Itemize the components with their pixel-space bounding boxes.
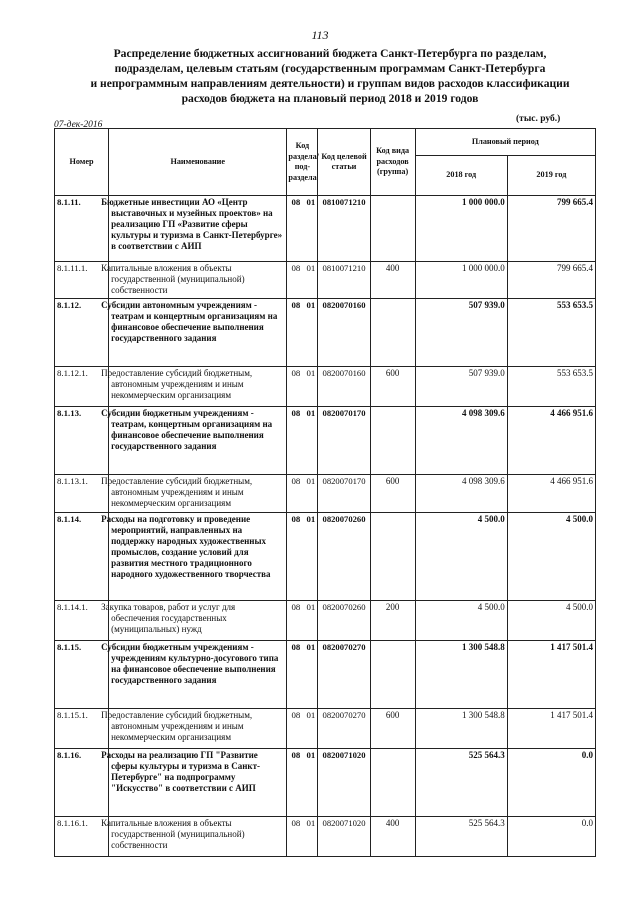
row-target-code: 0820070260 [318,513,370,601]
table-row [55,196,596,262]
row-group-code [370,749,415,817]
row-amount-2018: 525 564.3 [415,749,507,817]
title-line: подразделам, целевым статьям (государственным программам Санкт-Петербурга [114,62,546,75]
row-group-code [370,641,415,709]
row-target-code: 0820071020 [318,749,370,817]
row-amount-2019: 1 417 501.4 [507,709,595,749]
row-target-code: 0810071210 [318,262,370,299]
row-name: Предоставление субсидий бюджетным, автономным учреждениям и иным некоммерческим организациям [109,475,287,513]
row-amount-2019: 553 653.5 [507,367,595,407]
date-stamp: 07-дек-2016 [54,120,103,130]
units-label: (тыс. руб.) [516,114,561,124]
row-group-code [370,196,415,262]
row-amount-2018: 525 564.3 [415,817,507,857]
page-number: 113 [311,28,329,42]
row-section-code: 08 [291,368,301,378]
document-title [40,46,620,106]
row-amount-2018: 4 098 309.6 [415,407,507,475]
header-year-2019: 2019 год [507,156,595,196]
row-section [287,601,318,641]
row-target-code: 0820071020 [318,817,370,857]
row-subsection-code: 01 [306,263,316,273]
row-section-code: 08 [291,710,301,720]
row-number: 8.1.11.1. [55,262,109,299]
row-section-code: 08 [291,263,301,273]
row-number: 8.1.13. [55,407,109,475]
row-name: Бюджетные инвестиции АО «Центр выставочных и музейных проектов» на реализацию ГП «Развитие сферы культуры и туризма в Санкт-Петербурге» в соответствии с АИП [109,196,287,262]
row-name: Капитальные вложения в объекты государственной (муниципальной) собственности [109,262,287,299]
row-target-code: 0820070160 [318,367,370,407]
table-row [55,601,596,641]
row-group-code [370,513,415,601]
row-section-code: 08 [291,514,301,524]
row-section [287,262,318,299]
row-amount-2019: 4 466 951.6 [507,475,595,513]
budget-table [54,128,596,857]
row-number: 8.1.16.1. [55,817,109,857]
row-amount-2018: 4 500.0 [415,513,507,601]
row-subsection-code: 01 [306,197,316,207]
row-section [287,709,318,749]
row-section [287,407,318,475]
row-group-code: 400 [370,262,415,299]
row-number: 8.1.15.1. [55,709,109,749]
table-row [55,262,596,299]
row-section [287,367,318,407]
table-row [55,817,596,857]
row-amount-2019: 4 500.0 [507,513,595,601]
row-subsection-code: 01 [306,408,316,418]
header-planned: Плановый период [415,129,595,156]
row-name: Расходы на реализацию ГП "Развитие сферы культуры и туризма в Санкт-Петербурге" на подпрограмму "Искусство" в соответствии с АИП [109,749,287,817]
row-section [287,475,318,513]
row-amount-2018: 4 098 309.6 [415,475,507,513]
row-name: Предоставление субсидий бюджетным, автономным учреждениям и иным некоммерческим организациям [109,709,287,749]
row-group-code: 600 [370,367,415,407]
row-subsection-code: 01 [306,750,316,760]
row-group-code: 600 [370,475,415,513]
row-section-code: 08 [291,750,301,760]
table-row [55,709,596,749]
header-section: Код раздела/ под-раздела [287,129,318,196]
row-group-code: 200 [370,601,415,641]
row-amount-2018: 1 000 000.0 [415,262,507,299]
header-number: Номер [55,129,109,196]
row-target-code: 0820070160 [318,299,370,367]
row-subsection-code: 01 [306,368,316,378]
row-section [287,817,318,857]
row-section [287,196,318,262]
row-amount-2019: 799 665.4 [507,196,595,262]
row-section [287,513,318,601]
row-amount-2018: 1 300 548.8 [415,641,507,709]
row-amount-2018: 1 300 548.8 [415,709,507,749]
row-target-code: 0820070170 [318,407,370,475]
row-subsection-code: 01 [306,300,316,310]
row-target-code: 0820070270 [318,709,370,749]
row-number: 8.1.16. [55,749,109,817]
row-section-code: 08 [291,602,301,612]
row-section [287,299,318,367]
row-section-code: 08 [291,818,301,828]
row-number: 8.1.11. [55,196,109,262]
header-name: Наименование [109,129,287,196]
row-section-code: 08 [291,408,301,418]
table-row [55,407,596,475]
row-name: Субсидии бюджетным учреждениям - театрам, концертным организациям на финансовое обеспечение выполнения государственного задания [109,407,287,475]
row-subsection-code: 01 [306,476,316,486]
row-name: Предоставление субсидий бюджетным, автономным учреждениям и иным некоммерческим организациям [109,367,287,407]
row-amount-2019: 799 665.4 [507,262,595,299]
row-amount-2019: 0.0 [507,749,595,817]
table-row [55,367,596,407]
row-section-code: 08 [291,476,301,486]
table-row [55,513,596,601]
row-section-code: 08 [291,300,301,310]
row-amount-2019: 553 653.5 [507,299,595,367]
row-subsection-code: 01 [306,602,316,612]
row-number: 8.1.13.1. [55,475,109,513]
row-group-code [370,407,415,475]
row-number: 8.1.12. [55,299,109,367]
row-name: Субсидии бюджетным учреждениям - учреждениям культурно-досугового типа на финансовое обеспечение выполнения государственного задания [109,641,287,709]
row-number: 8.1.12.1. [55,367,109,407]
row-section [287,749,318,817]
row-section-code: 08 [291,642,301,652]
row-amount-2018: 507 939.0 [415,299,507,367]
row-group-code: 600 [370,709,415,749]
row-number: 8.1.14. [55,513,109,601]
row-section [287,641,318,709]
table-row [55,299,596,367]
header-year-2018: 2018 год [415,156,507,196]
row-number: 8.1.14.1. [55,601,109,641]
row-amount-2019: 1 417 501.4 [507,641,595,709]
table-row [55,475,596,513]
row-group-code [370,299,415,367]
row-target-code: 0820070170 [318,475,370,513]
row-amount-2018: 507 939.0 [415,367,507,407]
row-section-code: 08 [291,197,301,207]
row-target-code: 0820070260 [318,601,370,641]
row-subsection-code: 01 [306,818,316,828]
title-line: и непрограммным направлениям деятельности) и группам видов расходов классификации [90,77,570,90]
row-amount-2018: 4 500.0 [415,601,507,641]
row-amount-2019: 0.0 [507,817,595,857]
row-name: Капитальные вложения в объекты государственной (муниципальной) собственности [109,817,287,857]
row-subsection-code: 01 [306,514,316,524]
row-subsection-code: 01 [306,642,316,652]
row-name: Субсидии автономным учреждениям - театрам и концертным организациям на финансовое обеспечение выполнения государственного задания [109,299,287,367]
row-group-code: 400 [370,817,415,857]
row-name: Расходы на подготовку и проведение мероприятий, направленных на поддержку народных художественных промыслов, создание условий для развития местного традиционного народного художественного творчества [109,513,287,601]
row-number: 8.1.15. [55,641,109,709]
title-line: Распределение бюджетных ассигнований бюджета Санкт-Петербурга по разделам, [113,47,547,60]
row-amount-2019: 4 500.0 [507,601,595,641]
title-line: расходов бюджета на плановый период 2018 и 2019 годов [181,92,479,105]
header-group: Код вида расходов (группа) [370,129,415,196]
row-amount-2018: 1 000 000.0 [415,196,507,262]
row-subsection-code: 01 [306,710,316,720]
row-target-code: 0810071210 [318,196,370,262]
table-row [55,641,596,709]
row-target-code: 0820070270 [318,641,370,709]
row-amount-2019: 4 466 951.6 [507,407,595,475]
header-target: Код целевой статьи [318,129,370,196]
row-name: Закупка товаров, работ и услуг для обеспечения государственных (муниципальных) нужд [109,601,287,641]
table-row [55,749,596,817]
